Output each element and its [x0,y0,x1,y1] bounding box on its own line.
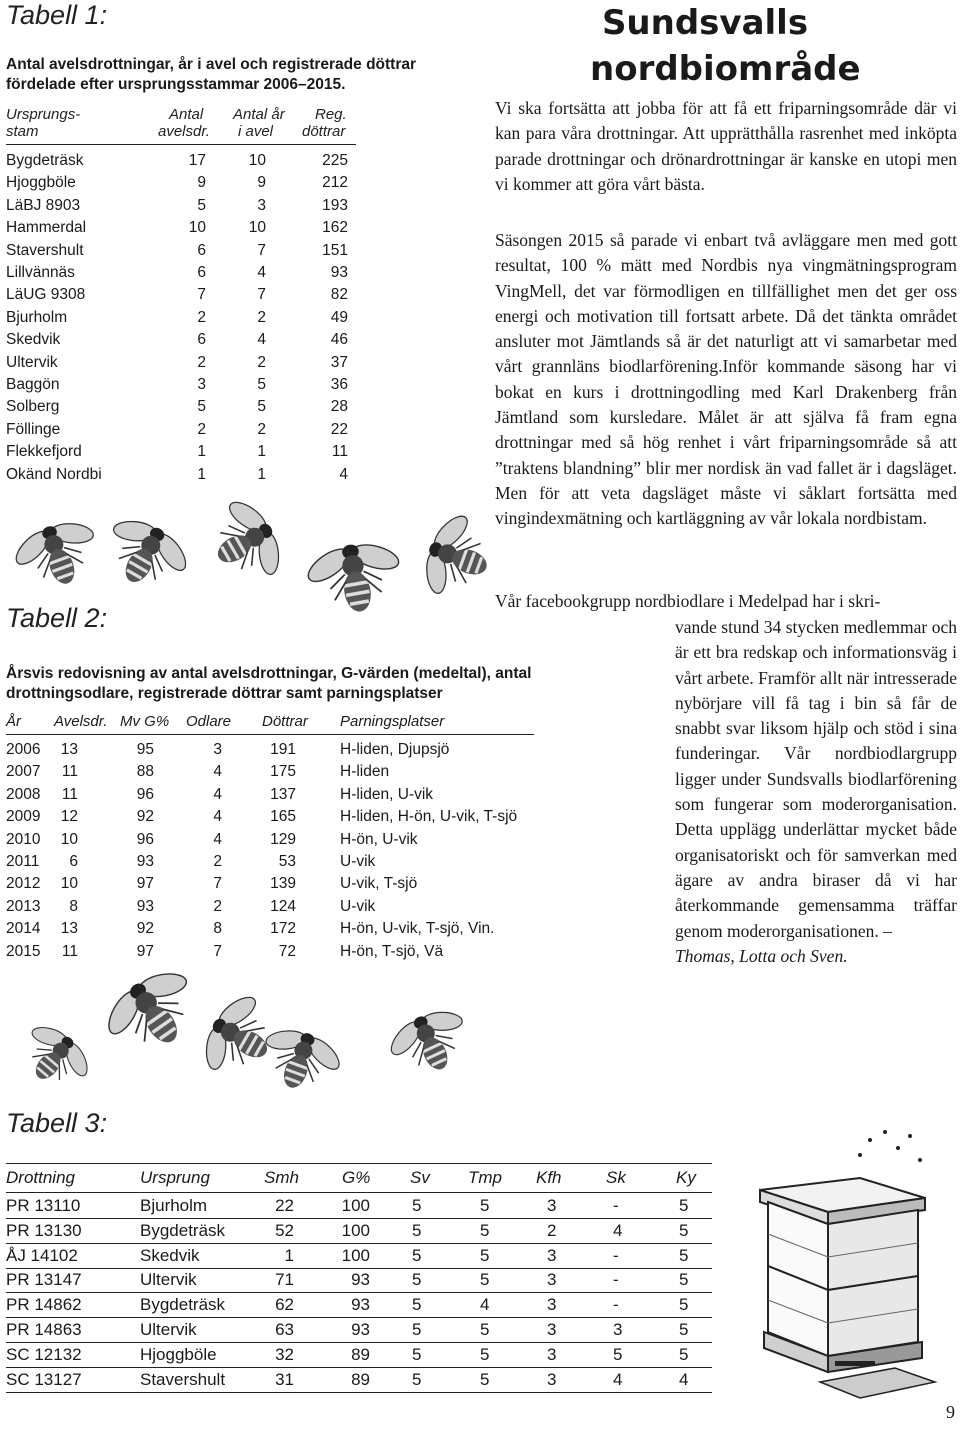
t3-sv-cell: 5 [412,1220,422,1240]
t2-header-daughters: Döttrar [262,713,308,730]
t3-origin-cell: Skedvik [140,1245,200,1265]
t2-header-breeders: Odlare [186,713,232,730]
t3-kfh-cell: 3 [547,1270,557,1290]
table3-header [6,1163,712,1193]
t1-queens-cell: 2 [197,420,206,438]
t3-header-g: G% [342,1168,371,1187]
article-paragraph-3 [675,615,957,969]
t2-daughters-cell: 129 [270,830,296,848]
t3-header-ky: Ky [676,1168,696,1187]
bee-illustration-icon [98,512,193,597]
t3-smh-cell: 52 [275,1220,294,1240]
t1-years-cell: 10 [248,152,266,169]
t2-g-cell: 88 [136,763,154,781]
t3-smh-cell: 22 [275,1196,294,1215]
table-row [6,1293,712,1318]
table-row [6,441,356,463]
t3-queen-cell: PR 14862 [6,1295,82,1315]
t3-smh-cell: 31 [275,1369,294,1389]
t1-origin-cell: Lillvännäs [6,264,75,281]
t1-daughters-cell: 151 [322,241,348,259]
t1-queens-cell: 7 [197,286,206,304]
t3-sv-cell: 5 [412,1369,422,1389]
t3-sk-cell: 5 [613,1344,623,1364]
t3-tmp-cell: 5 [480,1369,490,1389]
t3-tmp-cell: 5 [480,1270,490,1290]
t2-breeders-cell: 4 [213,763,222,781]
t1-header-count-l1: Antal [169,106,204,123]
t3-ky-cell: 5 [679,1245,689,1265]
t1-queens-cell: 3 [197,376,206,393]
t1-origin-cell: Ultervik [6,353,58,371]
t3-tmp-cell: 4 [480,1295,490,1315]
t1-daughters-cell: 36 [330,376,348,393]
table-row [6,784,534,806]
t3-header-sk: Sk [606,1168,626,1187]
t2-mating-sites-cell: H-ön, U-vik, T-sjö, Vin. [340,920,495,938]
t1-daughters-cell: 193 [322,196,348,214]
t1-origin-cell: Bygdeträsk [6,152,84,169]
table2-caption: Årsvis redovisning av antal avelsdrottningar, G-värden (medeltal), antal drottningsodlare, registrerade döttrar samt parningsplatser [6,665,532,702]
t3-smh-cell: 71 [275,1270,294,1290]
t3-queen-cell: PR 14863 [6,1320,82,1339]
t2-year-cell: 2010 [6,830,41,848]
t3-ky-cell: 4 [679,1369,689,1389]
t1-daughters-cell: 28 [330,398,348,416]
table-row [6,217,356,239]
t1-header-years-l1: Antal år [233,106,285,123]
table-row [6,829,534,851]
t3-tmp-cell: 5 [480,1196,490,1215]
table-row [6,374,356,396]
t3-sk-cell: 3 [613,1320,623,1339]
t2-mating-sites-cell: H-ön, U-vik [340,830,418,848]
t3-kfh-cell: 3 [547,1344,557,1364]
t3-origin-cell: Stavershult [140,1369,226,1389]
t3-sk-cell: 4 [613,1220,623,1240]
t1-queens-cell: 6 [197,331,206,349]
t3-header-tmp: Tmp [468,1168,502,1187]
t2-queens-cell: 10 [60,830,78,848]
t2-mating-sites-cell: H-liden, U-vik [340,785,434,803]
t1-queens-cell: 2 [197,353,206,371]
t1-years-cell: 7 [257,286,266,304]
t3-smh-cell: 32 [275,1344,294,1364]
t2-breeders-cell: 7 [213,942,222,960]
t3-smh-cell: 62 [275,1295,294,1315]
table-row [6,851,534,873]
table-row [6,172,356,194]
t2-header-queens: Avelsdr. [54,713,108,730]
table-row [6,1318,712,1343]
t2-g-cell: 92 [136,920,154,938]
table-row [6,419,356,441]
t1-daughters-cell: 93 [330,264,348,281]
table-row [6,941,534,963]
t3-header-sv: Sv [410,1168,430,1187]
t1-years-cell: 2 [257,420,266,438]
article-title-line1: Sundsvalls [601,3,809,43]
t3-ky-cell: 5 [679,1295,689,1315]
t2-mating-sites-cell: H-liden [340,763,390,781]
t1-queens-cell: 1 [197,465,206,483]
t3-smh-cell: 1 [284,1245,294,1265]
t3-sv-cell: 5 [412,1295,422,1315]
t3-queen-cell: PR 13110 [6,1196,81,1215]
t1-years-cell: 4 [257,264,266,281]
t3-sk-cell: - [613,1270,619,1290]
t3-tmp-cell: 5 [480,1220,490,1240]
t2-queens-cell: 6 [69,853,78,870]
t2-queens-cell: 13 [60,920,78,938]
t3-g-cell: 100 [341,1245,370,1265]
t1-origin-cell: Baggön [6,376,60,393]
article-paragraph-1: Vi ska fortsätta att jobba för att få ett friparningsområde där vi kan para våra drottningar. Att upprätthålla rasrenhet med inköpta parade drottningar och drönardrottningar är kanske en utopi men vi kommer att göra vårt bästa. [495,98,957,194]
t1-years-cell: 2 [257,353,266,371]
t2-g-cell: 97 [136,942,154,960]
t3-origin-cell: Ultervik [140,1270,197,1290]
t2-year-cell: 2007 [6,763,41,781]
t1-header-origin-l2: stam [6,123,39,140]
bee-illustration-icon [198,500,293,585]
t1-queens-cell: 6 [197,241,206,259]
t1-origin-cell: Hammerdal [6,219,87,237]
t2-year-cell: 2012 [6,875,41,893]
article-paragraph-3-text: vande stund 34 stycken medlemmar och är ett bra redskap och informationsväg i vårt arbete. Framför allt när intresserade nybörjare vill få tag i bin så får de snabbt svar liksom hjälp och stöd i sina funderingar. Vår nordbiodlargrupp ligger under Sundsvalls biodlarförening som fungerar som moderorganisation. Detta upplägg underlättar mycket både organisatoriskt och för samverkan med ägare av andra biraser då vi har återkommande gemensamma träffar genom moderorganisationen. – [675,617,957,941]
t3-sv-cell: 5 [412,1196,422,1215]
t3-sv-cell: 5 [412,1344,422,1364]
t3-sk-cell: - [613,1196,619,1215]
t3-sv-cell: 5 [412,1245,422,1265]
t3-header-kfh: Kfh [536,1168,562,1187]
t2-g-cell: 93 [136,897,154,915]
t3-queen-cell: PR 13147 [6,1270,82,1290]
t3-origin-cell: Bygdeträsk [140,1295,226,1315]
t1-queens-cell: 6 [197,264,206,281]
article-signature: Thomas, Lotta och Sven. [675,945,848,966]
t1-daughters-cell: 22 [330,420,348,438]
t3-g-cell: 93 [351,1270,370,1290]
t2-g-cell: 97 [136,875,154,893]
t2-breeders-cell: 7 [213,875,222,893]
t1-years-cell: 4 [257,331,266,349]
t1-daughters-cell: 162 [322,219,348,237]
t1-daughters-cell: 46 [330,331,348,349]
t1-header-origin-l1: Ursprungs- [6,106,81,123]
t2-breeders-cell: 4 [213,785,222,803]
bee-illustration-icon [300,530,410,625]
t1-queens-cell: 17 [188,152,206,169]
t1-daughters-cell: 37 [330,353,348,371]
t1-origin-cell: LäBJ 8903 [6,196,81,214]
table-row [6,329,356,351]
t2-queens-cell: 11 [61,763,78,781]
table2-title: Tabell 2: [6,603,108,633]
t3-ky-cell: 5 [679,1270,689,1290]
table-row [6,806,534,828]
t2-daughters-cell: 139 [270,875,296,893]
t3-tmp-cell: 5 [480,1320,490,1339]
t2-queens-cell: 8 [69,897,78,915]
table-row [6,896,534,918]
table-row [6,1194,712,1219]
table-row [6,1343,712,1368]
t1-years-cell: 10 [248,219,266,237]
table-row [6,1219,712,1244]
t2-year-cell: 2015 [6,942,41,960]
table-row [6,195,356,217]
t3-g-cell: 89 [351,1344,370,1364]
t1-years-cell: 3 [257,196,266,214]
t1-queens-cell: 2 [197,308,206,326]
t3-kfh-cell: 3 [547,1196,557,1215]
t2-breeders-cell: 3 [213,741,222,758]
t2-year-cell: 2009 [6,808,41,826]
t1-header-daughters-l1: Reg. [315,106,347,123]
t2-mating-sites-cell: H-liden, H-ön, U-vik, T-sjö [340,808,518,826]
t2-header-mating-sites: Parningsplatser [340,713,445,730]
table-row [6,918,534,940]
table-row [6,1368,712,1393]
t3-queen-cell: ÅJ 14102 [6,1245,78,1265]
t2-daughters-cell: 53 [278,853,296,870]
table-row [6,739,534,761]
t1-daughters-cell: 82 [330,286,348,304]
t3-ky-cell: 5 [679,1344,689,1364]
t1-origin-cell: Flekkefjord [6,443,82,461]
table-row [6,240,356,262]
t2-breeders-cell: 2 [213,897,222,915]
t2-mating-sites-cell: U-vik [340,897,376,915]
t3-sk-cell: - [613,1295,619,1315]
t1-origin-cell: Solberg [6,398,60,416]
t3-g-cell: 93 [351,1320,370,1339]
t2-breeders-cell: 4 [213,830,222,848]
t1-years-cell: 9 [257,174,266,192]
t1-header-count-l2: avelsdr. [158,123,210,140]
t1-queens-cell: 5 [197,196,206,214]
t1-queens-cell: 10 [188,219,206,237]
t2-g-cell: 96 [136,785,154,803]
t3-origin-cell: Bygdeträsk [140,1220,226,1240]
t3-kfh-cell: 3 [547,1295,557,1315]
t2-daughters-cell: 137 [270,785,296,803]
t2-header-g: Mv G% [120,713,170,730]
table1-caption: Antal avelsdrottningar, år i avel och registrerade döttrar fördelade efter ursprungsstammar 2006–2015. [6,56,417,93]
t2-year-cell: 2014 [6,920,41,938]
t2-g-cell: 93 [136,853,154,870]
t1-origin-cell: Bjurholm [6,308,68,326]
t1-daughters-cell: 212 [322,174,348,192]
t3-queen-cell: PR 13130 [6,1220,82,1240]
t3-sk-cell: - [613,1245,619,1265]
t1-years-cell: 1 [257,465,266,483]
t3-header-origin: Ursprung [140,1168,210,1187]
t3-g-cell: 100 [341,1220,370,1240]
table-row [6,262,356,284]
t1-header-daughters-l2: döttrar [302,123,346,140]
t3-tmp-cell: 5 [480,1344,490,1364]
t1-queens-cell: 1 [197,443,206,461]
t3-header-smh: Smh [264,1168,299,1187]
table1-header [6,106,356,145]
table-row [6,761,534,783]
t1-daughters-cell: 49 [330,308,348,326]
bee-illustration-icon [255,1020,345,1100]
table-row [6,307,356,329]
t1-queens-cell: 9 [197,174,206,192]
t3-g-cell: 89 [351,1369,370,1389]
t3-origin-cell: Bjurholm [140,1196,208,1215]
t2-year-cell: 2013 [6,897,41,915]
t2-daughters-cell: 175 [270,763,296,781]
t2-daughters-cell: 191 [270,741,296,758]
t2-breeders-cell: 2 [213,853,222,870]
t2-queens-cell: 11 [61,942,78,960]
t3-sv-cell: 5 [412,1270,422,1290]
t3-sv-cell: 5 [412,1320,422,1339]
t2-daughters-cell: 72 [278,942,296,960]
t2-daughters-cell: 165 [270,808,296,826]
table3-title: Tabell 3: [6,1108,108,1138]
article-paragraph-3-first-line: Vår facebookgrupp nordbiodlare i Medelpad har i skri- [495,591,881,611]
t3-kfh-cell: 3 [547,1369,557,1389]
t2-queens-cell: 11 [61,785,78,803]
t1-years-cell: 5 [257,398,266,416]
t1-origin-cell: Hjoggböle [6,174,76,192]
t2-g-cell: 95 [136,741,154,758]
t2-year-cell: 2006 [6,741,41,758]
t3-ky-cell: 5 [679,1320,689,1339]
article-title-line2: nordbiområde [590,49,861,89]
t2-year-cell: 2011 [6,853,40,870]
t3-queen-cell: SC 13127 [6,1369,82,1389]
t2-mating-sites-cell: H-ön, T-sjö, Vä [340,942,444,960]
t2-breeders-cell: 4 [213,808,222,826]
t3-origin-cell: Hjoggböle [140,1344,217,1364]
t3-smh-cell: 63 [275,1320,294,1339]
bee-illustration-icon [10,512,105,597]
t3-kfh-cell: 3 [547,1245,557,1265]
t1-origin-cell: Okänd Nordbi [6,465,102,483]
t1-years-cell: 2 [257,308,266,326]
table-row [6,464,356,486]
article-title [590,0,861,92]
t1-daughters-cell: 225 [322,152,348,169]
table-row [6,1244,712,1269]
t1-origin-cell: Stavershult [6,241,84,259]
t1-years-cell: 5 [257,376,266,393]
t3-g-cell: 100 [341,1196,370,1215]
table-row [6,1268,712,1293]
beehive-illustration-icon [720,1120,950,1410]
t1-years-cell: 1 [257,443,266,461]
t1-origin-cell: Skedvik [6,331,61,349]
t1-origin-cell: LäUG 9308 [6,286,86,304]
t1-origin-cell: Föllinge [6,420,61,438]
table-row [6,150,356,172]
table-row [6,352,356,374]
table1-title: Tabell 1: [6,0,108,30]
t2-mating-sites-cell: U-vik [340,853,376,870]
t2-daughters-cell: 172 [270,920,296,938]
t2-header-year: År [6,713,21,730]
t2-year-cell: 2008 [6,785,41,803]
t3-kfh-cell: 3 [547,1320,557,1339]
t3-sk-cell: 4 [613,1369,623,1389]
table2-header [6,712,534,735]
table-row [6,396,356,418]
t1-daughters-cell: 11 [331,443,348,461]
t2-mating-sites-cell: U-vik, T-sjö [340,875,418,893]
t3-ky-cell: 5 [679,1196,689,1215]
t3-g-cell: 93 [351,1295,370,1315]
t2-g-cell: 96 [136,830,154,848]
t2-mating-sites-cell: H-liden, Djupsjö [340,741,450,758]
t1-years-cell: 7 [257,241,266,259]
page-number: 9 [946,1402,955,1422]
bee-illustration-icon [385,1000,475,1085]
t2-queens-cell: 10 [60,875,78,893]
t1-queens-cell: 5 [197,398,206,416]
table-row [6,873,534,895]
t3-ky-cell: 5 [679,1220,689,1240]
bee-illustration-icon [410,515,505,600]
t2-daughters-cell: 124 [270,897,296,915]
t3-header-queen: Drottning [6,1168,75,1187]
t3-tmp-cell: 5 [480,1245,490,1265]
t2-g-cell: 92 [136,808,154,826]
article-paragraph-2: Säsongen 2015 så parade vi enbart två avläggare men med gott resultat, 100 % mätt med Nordbis nya vingmätningsprogram VingMell, det var förmodligen en tillfällighet men det ger oss energi och motivation till fortsatt arbete. Då det tänkta området ansluter mot Jämtlands så är det naturligt att vi samarbetar med vårt grannläns biodlarförening.Inför kommande säsong har vi bokat en kurs i drottningodling med Karl Drakenberg från Jämtland som kursledare. Målet är att själva få fram egna drottningar med så hög renhet i vårt friparningsområde så att ”traktens blandning” blir mer nordisk än vad fallet är i dagsläget. Men för att veta dagsläget måste vi såklart fortsätta med vingindexmätning och kartläggning av vår lokala nordbistam. [495,230,957,529]
t2-breeders-cell: 8 [213,920,222,938]
t2-queens-cell: 13 [60,741,78,758]
t3-kfh-cell: 2 [547,1220,557,1240]
t3-origin-cell: Ultervik [140,1320,197,1339]
bee-illustration-icon [15,1020,95,1095]
t3-queen-cell: SC 12132 [6,1344,82,1364]
t1-header-years-l2: i avel [238,123,274,140]
t1-daughters-cell: 4 [339,465,348,483]
table-row [6,284,356,306]
t2-queens-cell: 12 [60,808,78,826]
